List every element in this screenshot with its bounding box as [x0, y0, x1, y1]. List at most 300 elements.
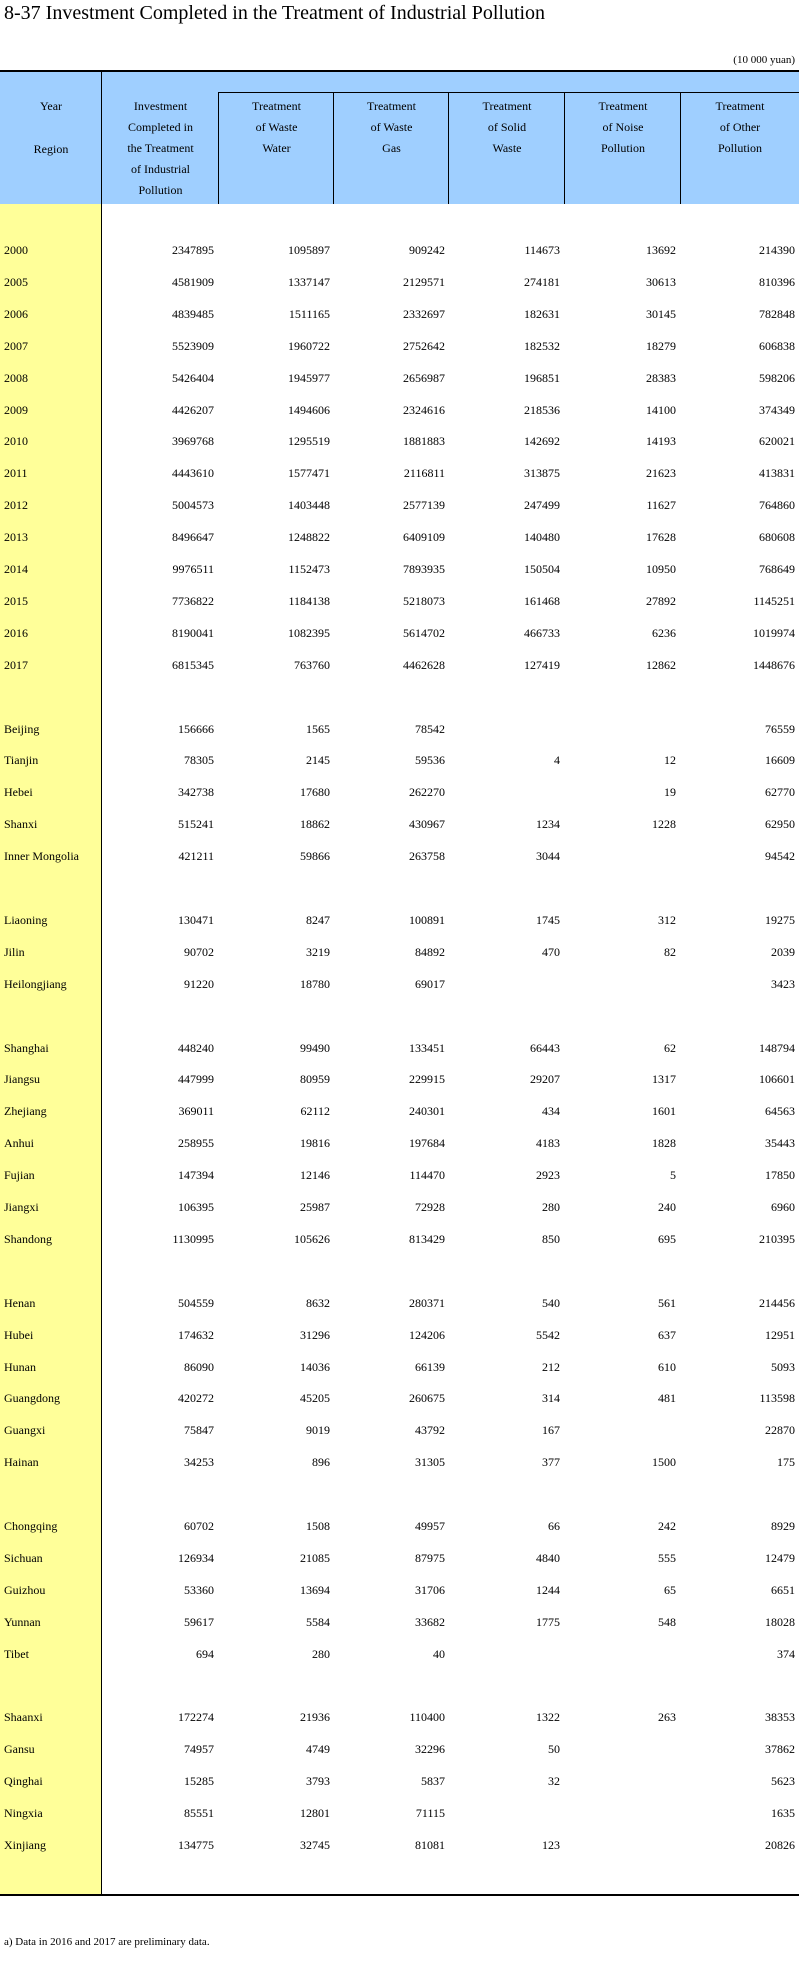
table-cell: 764860	[759, 498, 795, 512]
column-divider	[218, 92, 219, 204]
column-divider	[448, 92, 449, 204]
table-cell: 18028	[765, 1615, 795, 1629]
table-cell: 22870	[765, 1423, 795, 1437]
table-cell: 260675	[409, 1391, 445, 1405]
table-cell: 1082395	[288, 626, 330, 640]
table-cell: 4749	[306, 1742, 330, 1756]
table-row	[0, 1519, 799, 1539]
column-divider	[564, 92, 565, 204]
table-row	[0, 1328, 799, 1348]
table-row	[0, 945, 799, 965]
table-cell: 32745	[300, 1838, 330, 1852]
table-cell: 610	[658, 1360, 676, 1374]
table-row	[0, 1104, 799, 1124]
table-row	[0, 1710, 799, 1730]
table-cell: 45205	[300, 1391, 330, 1405]
table-cell: 606838	[759, 339, 795, 353]
table-cell: 21623	[646, 466, 676, 480]
table-cell: 374	[777, 1647, 795, 1661]
table-cell: 561	[658, 1296, 676, 1310]
table-cell: 123	[542, 1838, 560, 1852]
table-cell: 60702	[184, 1519, 214, 1533]
table-cell: 13694	[300, 1583, 330, 1597]
table-cell: 49957	[415, 1519, 445, 1533]
table-cell: 172274	[178, 1710, 214, 1724]
row-label: 2014	[4, 562, 28, 576]
table-cell: 280	[312, 1647, 330, 1661]
row-label: 2000	[4, 243, 28, 257]
header-year: Year	[39, 99, 63, 113]
row-label: 2009	[4, 403, 28, 417]
table-cell: 17680	[300, 785, 330, 799]
table-cell: 4581909	[172, 275, 214, 289]
table-cell: 4443610	[172, 466, 214, 480]
row-label: Henan	[4, 1296, 36, 1310]
table-cell: 210395	[759, 1232, 795, 1246]
row-label: 2005	[4, 275, 28, 289]
table-row	[0, 371, 799, 391]
header-other-pollution: Treatment of Other Pollution	[715, 99, 765, 155]
table-cell: 5623	[771, 1774, 795, 1788]
row-label: Guangxi	[4, 1423, 46, 1437]
table-cell: 2577139	[403, 498, 445, 512]
table-cell: 280371	[409, 1296, 445, 1310]
table-cell: 413831	[759, 466, 795, 480]
table-cell: 896	[312, 1455, 330, 1469]
table-cell: 763760	[294, 658, 330, 672]
table-cell: 4	[554, 753, 560, 767]
row-label: Zhejiang	[4, 1104, 47, 1118]
header-waste-gas: Treatment of Waste Gas	[367, 99, 416, 155]
table-cell: 8496647	[172, 530, 214, 544]
row-label: 2010	[4, 434, 28, 448]
table-cell: 34253	[184, 1455, 214, 1469]
table-cell: 37862	[765, 1742, 795, 1756]
table-cell: 10950	[646, 562, 676, 576]
table-cell: 33682	[415, 1615, 445, 1629]
table-cell: 504559	[178, 1296, 214, 1310]
table-cell: 14100	[646, 403, 676, 417]
table-cell: 32296	[415, 1742, 445, 1756]
table-cell: 1635	[771, 1806, 795, 1820]
table-row	[0, 913, 799, 933]
bottom-rule	[0, 1894, 799, 1896]
table-cell: 515241	[178, 817, 214, 831]
table-cell: 11627	[646, 498, 676, 512]
table-cell: 91220	[184, 977, 214, 991]
table-row	[0, 594, 799, 614]
table-cell: 114673	[524, 243, 560, 257]
table-cell: 114470	[409, 1168, 445, 1182]
row-label: Qinghai	[4, 1774, 43, 1788]
row-label: Chongqing	[4, 1519, 58, 1533]
table-cell: 280	[542, 1200, 560, 1214]
row-label: Shanxi	[4, 817, 38, 831]
table-cell: 5614702	[403, 626, 445, 640]
table-cell: 12479	[765, 1551, 795, 1565]
column-divider	[101, 72, 102, 204]
table-cell: 4462628	[403, 658, 445, 672]
column-divider	[680, 92, 681, 204]
table-row	[0, 1583, 799, 1603]
table-row	[0, 1551, 799, 1571]
table-cell: 6236	[652, 626, 676, 640]
table-cell: 313875	[524, 466, 560, 480]
table-cell: 620021	[759, 434, 795, 448]
table-cell: 62112	[300, 1104, 330, 1118]
table-row	[0, 498, 799, 518]
table-cell: 369011	[178, 1104, 214, 1118]
table-cell: 2923	[536, 1168, 560, 1182]
table-cell: 17850	[765, 1168, 795, 1182]
table-cell: 59617	[184, 1615, 214, 1629]
row-label: Heilongjiang	[4, 977, 67, 991]
table-cell: 148794	[759, 1041, 795, 1055]
table-row	[0, 1232, 799, 1252]
table-cell: 53360	[184, 1583, 214, 1597]
table-cell: 31305	[415, 1455, 445, 1469]
table-cell: 2116811	[403, 466, 445, 480]
table-cell: 2752642	[403, 339, 445, 353]
row-label: Hubei	[4, 1328, 34, 1342]
table-cell: 342738	[178, 785, 214, 799]
table-cell: 850	[542, 1232, 560, 1246]
table-cell: 1152473	[288, 562, 330, 576]
table-cell: 481	[658, 1391, 676, 1405]
table-cell: 29207	[530, 1072, 560, 1086]
table-cell: 2324616	[403, 403, 445, 417]
table-cell: 182631	[524, 307, 560, 321]
table-cell: 2347895	[172, 243, 214, 257]
header-noise-pollution: Treatment of Noise Pollution	[598, 99, 648, 155]
table-cell: 5523909	[172, 339, 214, 353]
table-cell: 314	[542, 1391, 560, 1405]
table-cell: 13692	[646, 243, 676, 257]
table-cell: 7736822	[172, 594, 214, 608]
table-cell: 16609	[765, 753, 795, 767]
table-row	[0, 1838, 799, 1858]
table-cell: 134775	[178, 1838, 214, 1852]
table-cell: 12862	[646, 658, 676, 672]
table-cell: 81081	[415, 1838, 445, 1852]
table-cell: 80959	[300, 1072, 330, 1086]
row-label: 2008	[4, 371, 28, 385]
table-cell: 32	[548, 1774, 560, 1788]
table-cell: 8190041	[172, 626, 214, 640]
table-cell: 5584	[306, 1615, 330, 1629]
table-cell: 5426404	[172, 371, 214, 385]
table-row	[0, 1806, 799, 1826]
table-cell: 242	[658, 1519, 676, 1533]
row-label: 2016	[4, 626, 28, 640]
table-cell: 810396	[759, 275, 795, 289]
footnote: a) Data in 2016 and 2017 are preliminary data.	[4, 1936, 210, 1948]
table-cell: 2332697	[403, 307, 445, 321]
table-cell: 66443	[530, 1041, 560, 1055]
table-cell: 555	[658, 1551, 676, 1565]
header-divider	[219, 92, 799, 93]
row-label: Jiangxi	[4, 1200, 39, 1214]
table-cell: 262270	[409, 785, 445, 799]
table-cell: 9976511	[172, 562, 214, 576]
table-cell: 30613	[646, 275, 676, 289]
table-cell: 99490	[300, 1041, 330, 1055]
table-cell: 1828	[652, 1136, 676, 1150]
table-row	[0, 434, 799, 454]
table-cell: 768649	[759, 562, 795, 576]
table-row	[0, 403, 799, 423]
table-cell: 82	[664, 945, 676, 959]
table-cell: 21936	[300, 1710, 330, 1724]
row-label: Ningxia	[4, 1806, 43, 1820]
table-cell: 62	[664, 1041, 676, 1055]
row-label: Guangdong	[4, 1391, 60, 1405]
table-cell: 447999	[178, 1072, 214, 1086]
table-row	[0, 1200, 799, 1220]
table-cell: 540	[542, 1296, 560, 1310]
table-cell: 65	[664, 1583, 676, 1597]
table-cell: 1228	[652, 817, 676, 831]
table-cell: 30145	[646, 307, 676, 321]
header-waste-water: Treatment of Waste Water	[252, 99, 301, 155]
table-cell: 3969768	[172, 434, 214, 448]
table-cell: 19	[664, 785, 676, 799]
row-label: Anhui	[4, 1136, 34, 1150]
table-cell: 182532	[524, 339, 560, 353]
unit-label: (10 000 yuan)	[733, 54, 795, 66]
table-cell: 126934	[178, 1551, 214, 1565]
row-label: 2012	[4, 498, 28, 512]
table-cell: 240	[658, 1200, 676, 1214]
table-cell: 64563	[765, 1104, 795, 1118]
table-cell: 680608	[759, 530, 795, 544]
table-cell: 127419	[524, 658, 560, 672]
table-cell: 9019	[306, 1423, 330, 1437]
table-cell: 1775	[536, 1615, 560, 1629]
table-cell: 84892	[415, 945, 445, 959]
table-cell: 20826	[765, 1838, 795, 1852]
table-cell: 18862	[300, 817, 330, 831]
table-row	[0, 849, 799, 869]
table-cell: 240301	[409, 1104, 445, 1118]
table-cell: 263	[658, 1710, 676, 1724]
table-cell: 31706	[415, 1583, 445, 1597]
header-total-investment: Investment Completed in the Treatment of Industrial Pollution	[127, 99, 194, 197]
table-cell: 75847	[184, 1423, 214, 1437]
table-cell: 74957	[184, 1742, 214, 1756]
table-cell: 1945977	[288, 371, 330, 385]
table-cell: 31296	[300, 1328, 330, 1342]
table-cell: 113598	[759, 1391, 795, 1405]
table-cell: 1322	[536, 1710, 560, 1724]
table-row	[0, 1072, 799, 1092]
table-cell: 6651	[771, 1583, 795, 1597]
table-cell: 130471	[178, 913, 214, 927]
table-cell: 598206	[759, 371, 795, 385]
table-cell: 5542	[536, 1328, 560, 1342]
table-cell: 470	[542, 945, 560, 959]
table-cell: 14036	[300, 1360, 330, 1374]
table-cell: 18279	[646, 339, 676, 353]
row-label: 2013	[4, 530, 28, 544]
row-label: Hainan	[4, 1455, 39, 1469]
table-cell: 1234	[536, 817, 560, 831]
table-cell: 5093	[771, 1360, 795, 1374]
table-cell: 106395	[178, 1200, 214, 1214]
row-label: Xinjiang	[4, 1838, 46, 1852]
table-cell: 40	[433, 1647, 445, 1661]
table-cell: 1095897	[288, 243, 330, 257]
table-cell: 466733	[524, 626, 560, 640]
table-cell: 78542	[415, 722, 445, 736]
header-solid-waste: Treatment of Solid Waste	[482, 99, 532, 155]
table-cell: 5	[670, 1168, 676, 1182]
table-cell: 5837	[421, 1774, 445, 1788]
table-cell: 21085	[300, 1551, 330, 1565]
row-label: Gansu	[4, 1742, 35, 1756]
table-cell: 4426207	[172, 403, 214, 417]
table-row	[0, 1168, 799, 1188]
table-row	[0, 466, 799, 486]
table-cell: 312	[658, 913, 676, 927]
table-row	[0, 785, 799, 805]
table-cell: 90702	[184, 945, 214, 959]
table-cell: 167	[542, 1423, 560, 1437]
table-cell: 4839485	[172, 307, 214, 321]
table-cell: 8929	[771, 1519, 795, 1533]
table-cell: 100891	[409, 913, 445, 927]
table-cell: 50	[548, 1742, 560, 1756]
table-cell: 78305	[184, 753, 214, 767]
table-cell: 1508	[306, 1519, 330, 1533]
row-label: Sichuan	[4, 1551, 43, 1565]
table-row	[0, 530, 799, 550]
table-cell: 7893935	[403, 562, 445, 576]
table-cell: 909242	[409, 243, 445, 257]
table-cell: 161468	[524, 594, 560, 608]
row-label: 2007	[4, 339, 28, 353]
table-cell: 637	[658, 1328, 676, 1342]
table-cell: 274181	[524, 275, 560, 289]
table-cell: 694	[196, 1647, 214, 1661]
row-label: 2017	[4, 658, 28, 672]
table-cell: 12801	[300, 1806, 330, 1820]
table-cell: 59536	[415, 753, 445, 767]
table-cell: 1511165	[288, 307, 330, 321]
table-cell: 2129571	[403, 275, 445, 289]
table-cell: 197684	[409, 1136, 445, 1150]
table-cell: 71115	[415, 1806, 445, 1820]
table-cell: 1745	[536, 913, 560, 927]
table-cell: 1130995	[172, 1232, 214, 1246]
table-cell: 150504	[524, 562, 560, 576]
table-cell: 174632	[178, 1328, 214, 1342]
table-row	[0, 1136, 799, 1156]
table-row	[0, 562, 799, 582]
table-cell: 62950	[765, 817, 795, 831]
table-cell: 12	[664, 753, 676, 767]
table-cell: 110400	[409, 1710, 445, 1724]
table-row	[0, 817, 799, 837]
table-row	[0, 307, 799, 327]
table-cell: 1184138	[288, 594, 330, 608]
table-cell: 85551	[184, 1806, 214, 1820]
row-label: Hebei	[4, 785, 33, 799]
row-label: Shandong	[4, 1232, 52, 1246]
table-row	[0, 339, 799, 359]
row-label: Tianjin	[4, 753, 39, 767]
table-cell: 25987	[300, 1200, 330, 1214]
table-cell: 448240	[178, 1041, 214, 1055]
table-cell: 140480	[524, 530, 560, 544]
table-cell: 229915	[409, 1072, 445, 1086]
row-label: 2006	[4, 307, 28, 321]
table-cell: 1601	[652, 1104, 676, 1118]
table-cell: 66139	[415, 1360, 445, 1374]
table-cell: 15285	[184, 1774, 214, 1788]
table-cell: 87975	[415, 1551, 445, 1565]
table-row	[0, 658, 799, 678]
header-region: Region	[33, 142, 69, 156]
row-label: Tibet	[4, 1647, 29, 1661]
table-cell: 430967	[409, 817, 445, 831]
table-cell: 1145251	[753, 594, 795, 608]
table-row	[0, 626, 799, 646]
row-label: Shaanxi	[4, 1710, 43, 1724]
column-divider	[333, 92, 334, 204]
table-row	[0, 1647, 799, 1667]
table-row	[0, 1296, 799, 1316]
table-row	[0, 275, 799, 295]
row-label: Jilin	[4, 945, 25, 959]
table-cell: 147394	[178, 1168, 214, 1182]
table-cell: 12146	[300, 1168, 330, 1182]
table-cell: 263758	[409, 849, 445, 863]
table-cell: 813429	[409, 1232, 445, 1246]
row-label: Shanghai	[4, 1041, 49, 1055]
table-cell: 124206	[409, 1328, 445, 1342]
table-cell: 4183	[536, 1136, 560, 1150]
table-cell: 2145	[306, 753, 330, 767]
table-cell: 258955	[178, 1136, 214, 1150]
table-cell: 27892	[646, 594, 676, 608]
table-cell: 38353	[765, 1710, 795, 1724]
row-label: Yunnan	[4, 1615, 41, 1629]
row-label: Beijing	[4, 722, 40, 736]
table-cell: 548	[658, 1615, 676, 1629]
table-cell: 133451	[409, 1041, 445, 1055]
table-cell: 5004573	[172, 498, 214, 512]
table-cell: 1248822	[288, 530, 330, 544]
table-cell: 6815345	[172, 658, 214, 672]
table-cell: 421211	[178, 849, 214, 863]
table-cell: 1019974	[753, 626, 795, 640]
table-row	[0, 1391, 799, 1411]
table-cell: 214390	[759, 243, 795, 257]
row-label: 2015	[4, 594, 28, 608]
table-cell: 28383	[646, 371, 676, 385]
table-cell: 17628	[646, 530, 676, 544]
table-cell: 106601	[759, 1072, 795, 1086]
table-cell: 14193	[646, 434, 676, 448]
table-cell: 12951	[765, 1328, 795, 1342]
table-cell: 43792	[415, 1423, 445, 1437]
table-cell: 3793	[306, 1774, 330, 1788]
table-cell: 1403448	[288, 498, 330, 512]
table-cell: 76559	[765, 722, 795, 736]
table-row	[0, 1615, 799, 1635]
table-cell: 6409109	[403, 530, 445, 544]
